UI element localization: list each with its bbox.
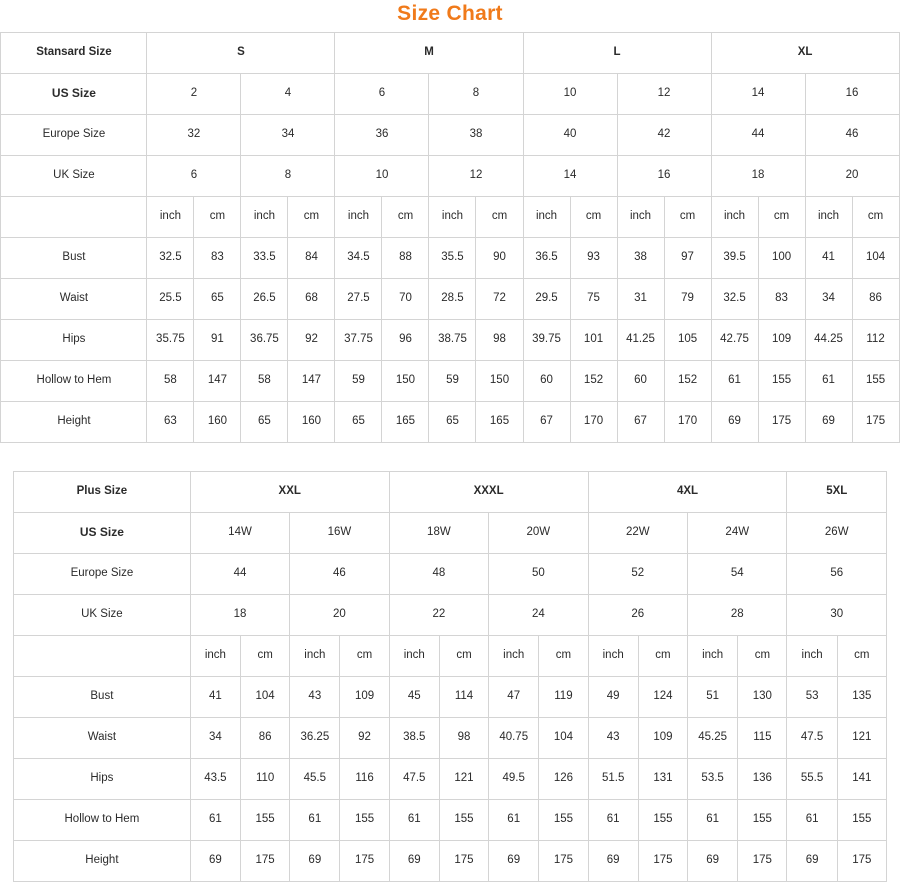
size-value-cell: 54	[688, 554, 787, 595]
measurement-cell: 38.5	[389, 718, 439, 759]
plus-size-table-wrap	[0, 471, 900, 882]
measurement-cell: 75	[570, 279, 617, 320]
measurement-cell: 83	[194, 238, 241, 279]
size-value-cell: 16	[617, 156, 711, 197]
measurement-cell: 45.25	[688, 718, 738, 759]
measurement-row	[1, 402, 899, 443]
unit-cell: cm	[738, 636, 787, 677]
measurement-label: Hips	[1, 320, 147, 361]
unit-cell: cm	[664, 197, 711, 238]
measurement-cell: 175	[837, 841, 886, 882]
measurement-label: Hips	[14, 759, 191, 800]
measurement-cell: 55.5	[787, 759, 837, 800]
measurement-cell: 34.5	[335, 238, 382, 279]
measurement-cell: 98	[476, 320, 523, 361]
measurement-cell: 61	[290, 800, 340, 841]
size-value-cell: 32	[147, 115, 241, 156]
measurement-cell: 51.5	[588, 759, 638, 800]
measurement-cell: 61	[389, 800, 439, 841]
measurement-cell: 60	[617, 361, 664, 402]
measurement-cell: 49	[588, 677, 638, 718]
measurement-cell: 36.75	[241, 320, 288, 361]
measurement-cell: 155	[758, 361, 805, 402]
unit-cell: cm	[758, 197, 805, 238]
measurement-label: Waist	[14, 718, 191, 759]
measurement-cell: 109	[638, 718, 687, 759]
measurement-row	[14, 718, 887, 759]
unit-cell: inch	[805, 197, 852, 238]
measurement-cell: 93	[570, 238, 617, 279]
measurement-cell: 112	[852, 320, 899, 361]
measurement-cell: 92	[288, 320, 335, 361]
measurement-cell: 32.5	[147, 238, 194, 279]
unit-cell: inch	[523, 197, 570, 238]
table-header-label: Plus Size	[14, 472, 191, 513]
measurement-cell: 91	[194, 320, 241, 361]
size-value-cell: 12	[617, 74, 711, 115]
unit-cell: cm	[852, 197, 899, 238]
size-value-cell: 10	[523, 74, 617, 115]
measurement-cell: 100	[758, 238, 805, 279]
measurement-cell: 109	[340, 677, 389, 718]
measurement-cell: 150	[382, 361, 429, 402]
measurement-cell: 36.25	[290, 718, 340, 759]
unit-cell: cm	[340, 636, 389, 677]
unit-cell: cm	[476, 197, 523, 238]
measurement-cell: 165	[476, 402, 523, 443]
measurement-cell: 152	[570, 361, 617, 402]
measurement-label: Waist	[1, 279, 147, 320]
measurement-cell: 79	[664, 279, 711, 320]
measurement-cell: 69	[688, 841, 738, 882]
unit-cell: inch	[588, 636, 638, 677]
size-value-cell: 8	[241, 156, 335, 197]
measurement-cell: 65	[241, 402, 288, 443]
measurement-cell: 175	[852, 402, 899, 443]
size-value-cell: 30	[787, 595, 887, 636]
unit-cell: inch	[335, 197, 382, 238]
unit-cell: cm	[241, 636, 290, 677]
row-label: US Size	[14, 513, 191, 554]
measurement-cell: 61	[489, 800, 539, 841]
measurement-row	[14, 841, 887, 882]
measurement-cell: 68	[288, 279, 335, 320]
size-value-cell: 28	[688, 595, 787, 636]
size-value-cell: 16	[805, 74, 899, 115]
measurement-cell: 69	[588, 841, 638, 882]
measurement-cell: 116	[340, 759, 389, 800]
measurement-cell: 35.5	[429, 238, 476, 279]
measurement-row	[1, 279, 899, 320]
size-group-header: S	[147, 33, 335, 74]
measurement-cell: 110	[241, 759, 290, 800]
unit-cell: inch	[688, 636, 738, 677]
measurement-cell: 43	[588, 718, 638, 759]
size-value-cell: 20	[290, 595, 389, 636]
measurement-cell: 97	[664, 238, 711, 279]
measurement-row	[1, 238, 899, 279]
measurement-cell: 26.5	[241, 279, 288, 320]
size-value-cell: 22	[389, 595, 488, 636]
size-value-cell: 18W	[389, 513, 488, 554]
measurement-cell: 147	[194, 361, 241, 402]
measurement-cell: 170	[664, 402, 711, 443]
measurement-cell: 130	[738, 677, 787, 718]
measurement-cell: 135	[837, 677, 886, 718]
measurement-cell: 28.5	[429, 279, 476, 320]
measurement-cell: 65	[429, 402, 476, 443]
measurement-cell: 27.5	[335, 279, 382, 320]
size-value-cell: 14	[711, 74, 805, 115]
standard-size-table-wrap	[0, 32, 900, 443]
table-spacer	[0, 443, 900, 471]
unit-cell: cm	[382, 197, 429, 238]
size-value-cell: 4	[241, 74, 335, 115]
table-header-row	[1, 33, 899, 74]
standard-size-table	[0, 32, 899, 443]
unit-cell: inch	[389, 636, 439, 677]
measurement-cell: 115	[738, 718, 787, 759]
size-value-cell: 26W	[787, 513, 887, 554]
measurement-cell: 53.5	[688, 759, 738, 800]
size-value-cell: 46	[805, 115, 899, 156]
measurement-cell: 63	[147, 402, 194, 443]
size-group-header: XXXL	[389, 472, 588, 513]
size-value-cell: 8	[429, 74, 523, 115]
measurement-cell: 72	[476, 279, 523, 320]
measurement-cell: 155	[340, 800, 389, 841]
size-value-cell: 26	[588, 595, 687, 636]
unit-cell: cm	[539, 636, 588, 677]
measurement-label: Hollow to Hem	[1, 361, 147, 402]
measurement-cell: 104	[539, 718, 588, 759]
size-value-cell: 24	[489, 595, 588, 636]
measurement-cell: 41.25	[617, 320, 664, 361]
measurement-cell: 90	[476, 238, 523, 279]
measurement-cell: 61	[588, 800, 638, 841]
measurement-cell: 60	[523, 361, 570, 402]
size-value-cell: 34	[241, 115, 335, 156]
measurement-label: Hollow to Hem	[14, 800, 191, 841]
measurement-cell: 45	[389, 677, 439, 718]
size-value-cell: 18	[711, 156, 805, 197]
measurement-cell: 88	[382, 238, 429, 279]
table-row	[14, 554, 887, 595]
measurement-cell: 86	[241, 718, 290, 759]
measurement-cell: 86	[852, 279, 899, 320]
measurement-cell: 70	[382, 279, 429, 320]
measurement-cell: 51	[688, 677, 738, 718]
row-label: US Size	[1, 74, 147, 115]
measurement-cell: 152	[664, 361, 711, 402]
unit-row-label	[1, 197, 147, 238]
unit-cell: cm	[439, 636, 488, 677]
measurement-cell: 141	[837, 759, 886, 800]
size-value-cell: 44	[190, 554, 289, 595]
size-value-cell: 2	[147, 74, 241, 115]
measurement-cell: 47	[489, 677, 539, 718]
unit-cell: inch	[489, 636, 539, 677]
unit-cell: inch	[711, 197, 758, 238]
measurement-cell: 104	[852, 238, 899, 279]
measurement-cell: 155	[638, 800, 687, 841]
unit-cell: inch	[147, 197, 194, 238]
measurement-cell: 47.5	[787, 718, 837, 759]
table-header-label: Stansard Size	[1, 33, 147, 74]
measurement-cell: 45.5	[290, 759, 340, 800]
table-row	[14, 595, 887, 636]
measurement-label: Height	[14, 841, 191, 882]
size-value-cell: 36	[335, 115, 429, 156]
size-value-cell: 18	[190, 595, 289, 636]
measurement-cell: 136	[738, 759, 787, 800]
size-group-header: XL	[711, 33, 899, 74]
measurement-cell: 42.75	[711, 320, 758, 361]
measurement-row	[14, 759, 887, 800]
measurement-cell: 67	[523, 402, 570, 443]
measurement-cell: 59	[335, 361, 382, 402]
size-value-cell: 40	[523, 115, 617, 156]
unit-cell: cm	[194, 197, 241, 238]
size-value-cell: 20	[805, 156, 899, 197]
measurement-cell: 84	[288, 238, 335, 279]
measurement-cell: 114	[439, 677, 488, 718]
size-value-cell: 52	[588, 554, 687, 595]
measurement-cell: 40.75	[489, 718, 539, 759]
measurement-cell: 58	[147, 361, 194, 402]
size-group-header: 5XL	[787, 472, 887, 513]
row-label: UK Size	[1, 156, 147, 197]
measurement-cell: 155	[539, 800, 588, 841]
table-row	[1, 156, 899, 197]
unit-row	[1, 197, 899, 238]
measurement-cell: 37.75	[335, 320, 382, 361]
measurement-cell: 41	[190, 677, 240, 718]
measurement-cell: 32.5	[711, 279, 758, 320]
measurement-cell: 160	[288, 402, 335, 443]
measurement-cell: 69	[290, 841, 340, 882]
measurement-cell: 69	[190, 841, 240, 882]
measurement-cell: 39.5	[711, 238, 758, 279]
size-value-cell: 12	[429, 156, 523, 197]
row-label: UK Size	[14, 595, 191, 636]
measurement-cell: 92	[340, 718, 389, 759]
measurement-cell: 59	[429, 361, 476, 402]
measurement-cell: 49.5	[489, 759, 539, 800]
size-value-cell: 10	[335, 156, 429, 197]
size-value-cell: 46	[290, 554, 389, 595]
measurement-cell: 61	[688, 800, 738, 841]
measurement-cell: 41	[805, 238, 852, 279]
measurement-cell: 65	[194, 279, 241, 320]
measurement-cell: 147	[288, 361, 335, 402]
row-label: Europe Size	[14, 554, 191, 595]
size-value-cell: 50	[489, 554, 588, 595]
unit-cell: cm	[638, 636, 687, 677]
size-value-cell: 14W	[190, 513, 289, 554]
unit-cell: inch	[429, 197, 476, 238]
measurement-cell: 98	[439, 718, 488, 759]
measurement-cell: 175	[539, 841, 588, 882]
measurement-cell: 170	[570, 402, 617, 443]
row-label: Europe Size	[1, 115, 147, 156]
measurement-label: Bust	[14, 677, 191, 718]
measurement-cell: 126	[539, 759, 588, 800]
measurement-cell: 58	[241, 361, 288, 402]
measurement-cell: 29.5	[523, 279, 570, 320]
measurement-cell: 31	[617, 279, 664, 320]
size-group-header: L	[523, 33, 711, 74]
measurement-cell: 105	[664, 320, 711, 361]
measurement-cell: 43.5	[190, 759, 240, 800]
plus-size-table	[13, 471, 887, 882]
measurement-row	[1, 320, 899, 361]
unit-cell: inch	[787, 636, 837, 677]
measurement-cell: 34	[805, 279, 852, 320]
unit-row-label	[14, 636, 191, 677]
measurement-cell: 44.25	[805, 320, 852, 361]
table-row	[14, 513, 887, 554]
measurement-cell: 38.75	[429, 320, 476, 361]
size-value-cell: 48	[389, 554, 488, 595]
measurement-cell: 175	[638, 841, 687, 882]
measurement-cell: 124	[638, 677, 687, 718]
measurement-cell: 119	[539, 677, 588, 718]
measurement-cell: 150	[476, 361, 523, 402]
unit-cell: inch	[290, 636, 340, 677]
measurement-cell: 61	[711, 361, 758, 402]
measurement-cell: 175	[340, 841, 389, 882]
measurement-cell: 121	[837, 718, 886, 759]
table-header-row	[14, 472, 887, 513]
unit-cell: inch	[617, 197, 664, 238]
measurement-cell: 69	[489, 841, 539, 882]
size-value-cell: 56	[787, 554, 887, 595]
page-title: Size Chart	[397, 2, 503, 25]
measurement-cell: 101	[570, 320, 617, 361]
measurement-cell: 131	[638, 759, 687, 800]
measurement-cell: 33.5	[241, 238, 288, 279]
measurement-cell: 109	[758, 320, 805, 361]
size-value-cell: 16W	[290, 513, 389, 554]
measurement-cell: 69	[711, 402, 758, 443]
measurement-cell: 53	[787, 677, 837, 718]
size-value-cell: 22W	[588, 513, 687, 554]
measurement-cell: 104	[241, 677, 290, 718]
size-group-header: M	[335, 33, 523, 74]
measurement-cell: 35.75	[147, 320, 194, 361]
measurement-cell: 38	[617, 238, 664, 279]
size-value-cell: 14	[523, 156, 617, 197]
measurement-cell: 83	[758, 279, 805, 320]
measurement-cell: 155	[241, 800, 290, 841]
size-value-cell: 44	[711, 115, 805, 156]
size-value-cell: 24W	[688, 513, 787, 554]
measurement-cell: 175	[241, 841, 290, 882]
measurement-cell: 34	[190, 718, 240, 759]
measurement-cell: 155	[852, 361, 899, 402]
measurement-cell: 96	[382, 320, 429, 361]
measurement-cell: 175	[439, 841, 488, 882]
unit-row	[14, 636, 887, 677]
measurement-row	[14, 800, 887, 841]
measurement-cell: 155	[738, 800, 787, 841]
measurement-cell: 175	[738, 841, 787, 882]
measurement-cell: 65	[335, 402, 382, 443]
measurement-cell: 165	[382, 402, 429, 443]
measurement-cell: 155	[439, 800, 488, 841]
measurement-cell: 160	[194, 402, 241, 443]
measurement-cell: 175	[758, 402, 805, 443]
size-value-cell: 38	[429, 115, 523, 156]
measurement-label: Height	[1, 402, 147, 443]
size-group-header: 4XL	[588, 472, 787, 513]
measurement-cell: 67	[617, 402, 664, 443]
measurement-cell: 25.5	[147, 279, 194, 320]
measurement-cell: 61	[805, 361, 852, 402]
table-row	[1, 74, 899, 115]
size-value-cell: 42	[617, 115, 711, 156]
measurement-label: Bust	[1, 238, 147, 279]
unit-cell: cm	[570, 197, 617, 238]
unit-cell: cm	[288, 197, 335, 238]
measurement-cell: 61	[787, 800, 837, 841]
table-row	[1, 115, 899, 156]
size-value-cell: 6	[147, 156, 241, 197]
measurement-cell: 69	[805, 402, 852, 443]
unit-cell: inch	[190, 636, 240, 677]
measurement-cell: 47.5	[389, 759, 439, 800]
measurement-cell: 36.5	[523, 238, 570, 279]
measurement-cell: 39.75	[523, 320, 570, 361]
measurement-cell: 61	[190, 800, 240, 841]
measurement-cell: 69	[389, 841, 439, 882]
measurement-cell: 155	[837, 800, 886, 841]
measurement-cell: 121	[439, 759, 488, 800]
size-value-cell: 6	[335, 74, 429, 115]
measurement-cell: 69	[787, 841, 837, 882]
size-value-cell: 20W	[489, 513, 588, 554]
size-group-header: XXL	[190, 472, 389, 513]
unit-cell: inch	[241, 197, 288, 238]
measurement-cell: 43	[290, 677, 340, 718]
unit-cell: cm	[837, 636, 886, 677]
measurement-row	[1, 361, 899, 402]
measurement-row	[14, 677, 887, 718]
